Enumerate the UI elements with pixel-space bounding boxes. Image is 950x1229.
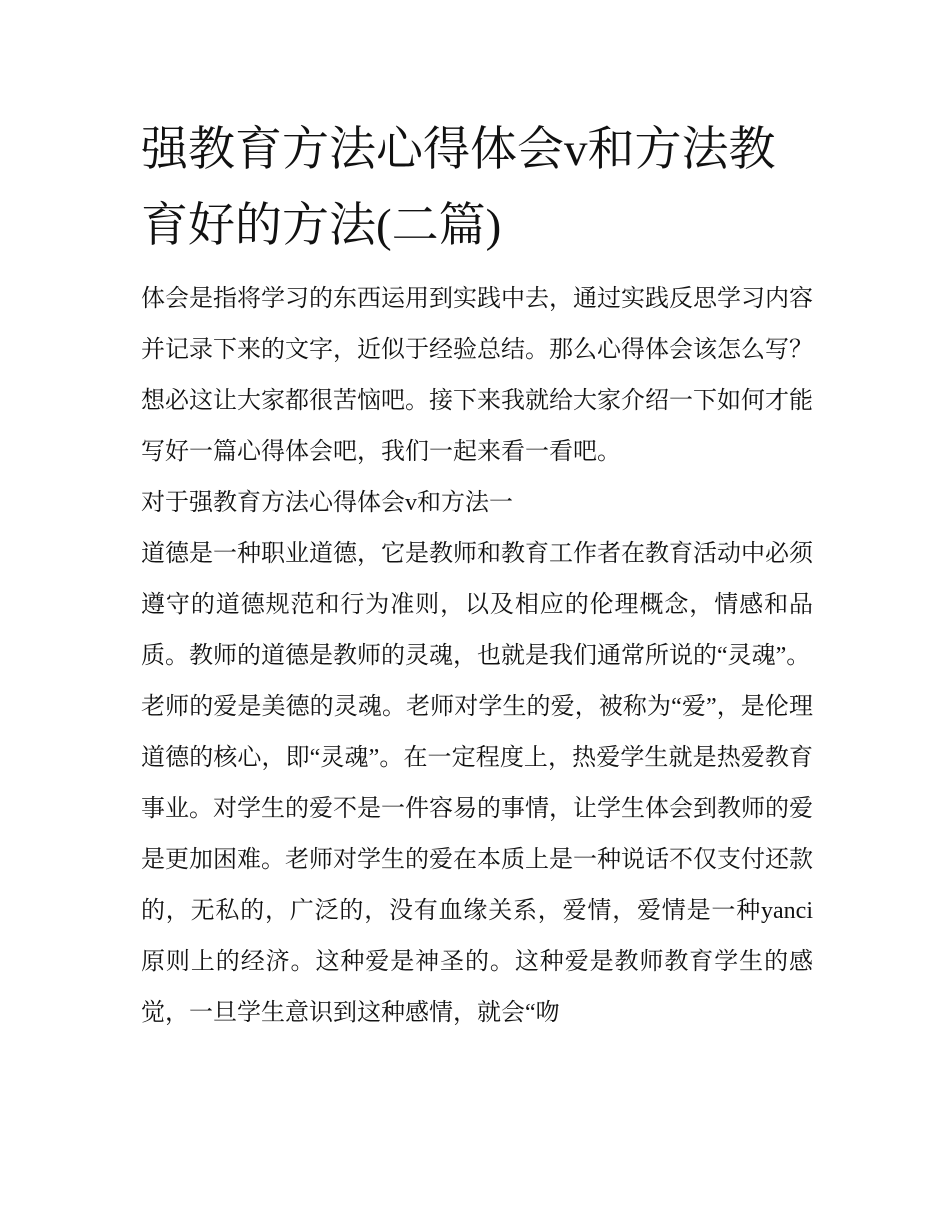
document-page (141, 112, 813, 1039)
title-spacer (141, 264, 813, 274)
intro-paragraph: 体会是指将学习的东西运用到实践中去，通过实践反思学习内容并记录下来的文字，近似于经验总结。那么心得体会该怎么写？想必这让大家都很苦恼吧。接下来我就给大家介绍一下如何才能写好一篇心得体会吧，我们一起来看一看吧。 (141, 286, 813, 465)
body-paragraph: 道德是一种职业道德，它是教师和教育工作者在教育活动中必须遵守的道德规范和行为准则，以及相应的伦理概念，情感和品质。教师的道德是教师的灵魂，也就是我们通常所说的“灵魂”。 (141, 541, 813, 669)
document-title: 强教育方法心得体会v和方法教育好的方法(二篇) (141, 124, 776, 252)
section-heading: 对于强教育方法心得体会v和方法一 (141, 490, 513, 516)
body-paragraph: 老师的爱是美德的灵魂。老师对学生的爱，被称为“爱”，是伦理道德的核心，即“灵魂”。在一定程度上，热爱学生就是热爱教育事业。对学生的爱不是一件容易的事情，让学生体会到教师的爱是更加困难。老师对学生的爱在本质上是一种说话不仅支付还款的，无私的，广泛的，没有血缘关系，爱情，爱情是一种yanci原则上的经济。这种爱是神圣的。这种爱是教师教育学生的感觉，一旦学生意识到这种感情，就会“吻 (141, 694, 813, 1026)
